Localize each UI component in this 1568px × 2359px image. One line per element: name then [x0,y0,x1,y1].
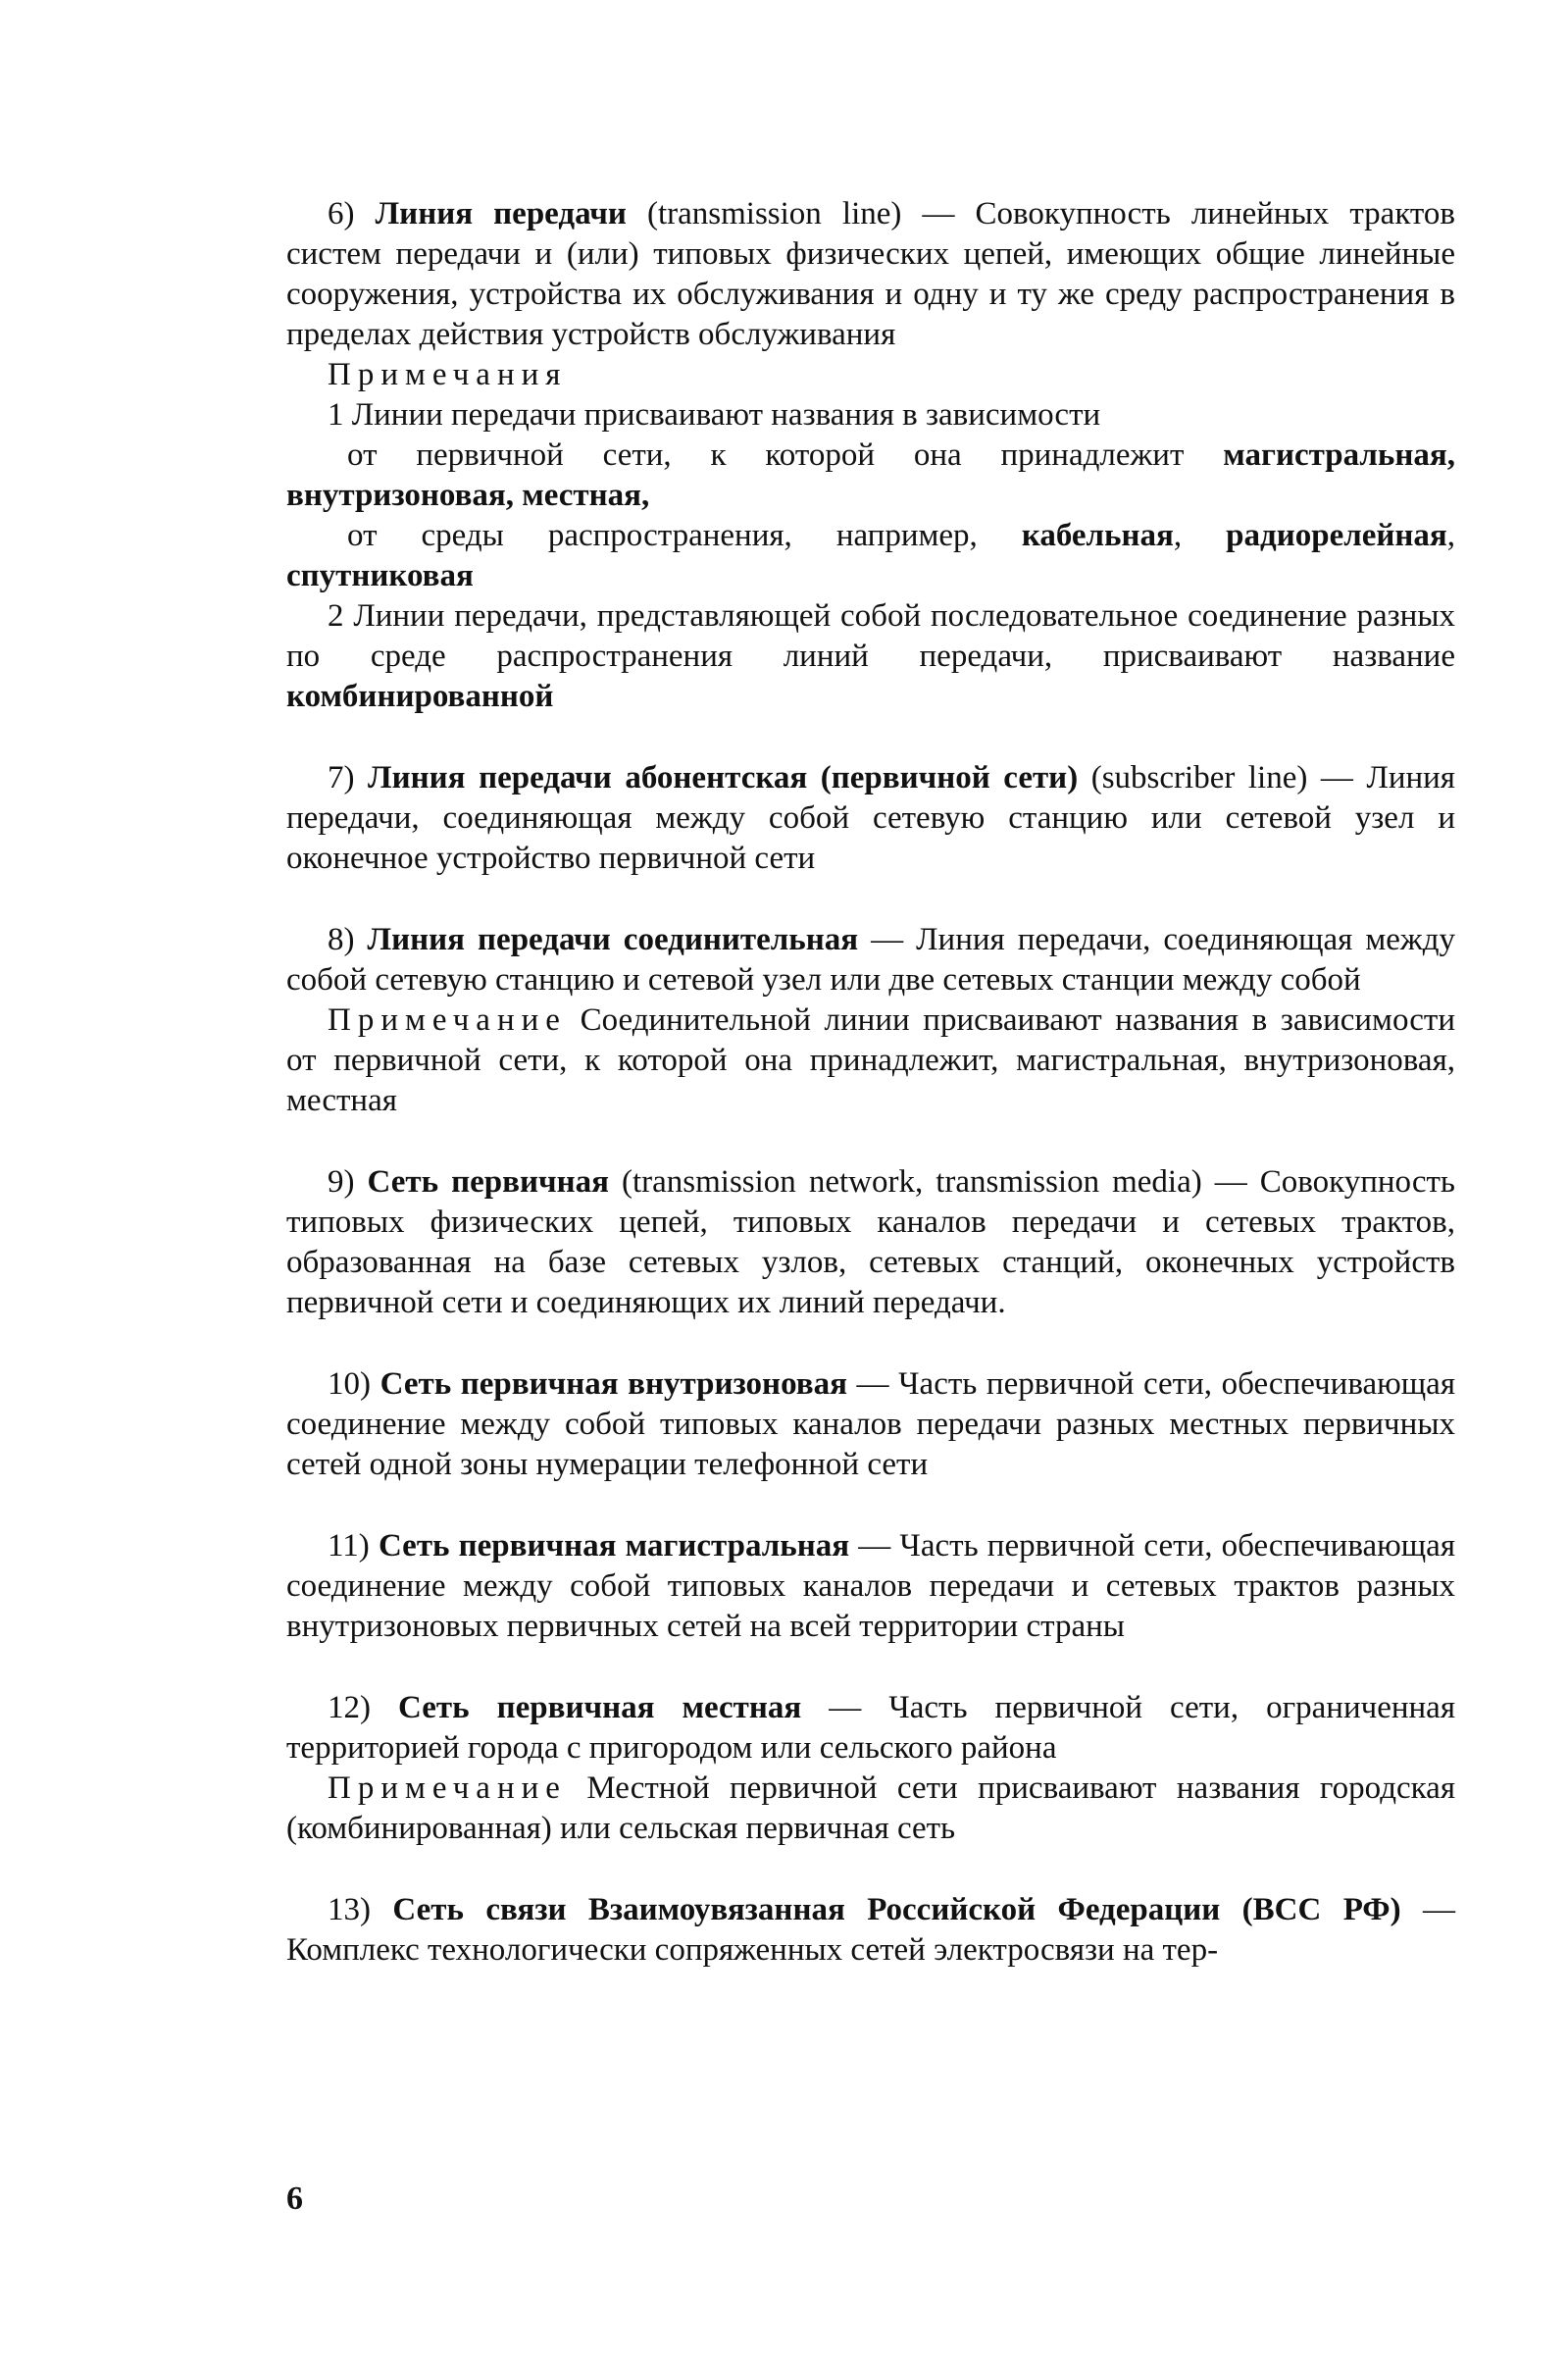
entry-number: 11) [328,1528,370,1564]
definition-entry-6 [286,194,1455,717]
page-number: 6 [286,2180,303,2217]
definition-entry-10 [286,1364,1455,1485]
note [286,1769,1455,1849]
entry-number: 6) [328,196,355,231]
definition-entry-12 [286,1688,1455,1849]
entry-term: Сеть первичная внутризоновая [379,1366,847,1402]
entry-body: (transmission network, transmission media) — Совокупность типовых физических цепей, типовых каналов передачи и сетевых трактов, образованная на базе сетевых узлов, сетевых станций, оконечных устройств первичной сети и соединяющих их линий передачи. [286,1164,1455,1320]
note-body: Соединительной линии присваивают названия в зависимости от первичной сети, к которой она принадлежит, магистральная, внутризоновая, местная [286,1002,1455,1118]
entry-term: Сеть первичная местная [398,1690,802,1725]
note-heading: Примечание [328,1770,567,1806]
entry-body: — Комплекс технологически сопряженных сетей электросвязи на тер- [286,1892,1456,1968]
entry-number: 7) [328,760,355,795]
entry-term: Сеть первичная магистральная [378,1528,850,1564]
note-1-item-a: от первичной сети, к которой она принадлежит магистральная, внутризоновая, местная, [286,437,1455,513]
notes-heading: Примечания [328,357,568,392]
definition-entry-7 [286,758,1455,879]
entry-body: — Линия передачи, соединяющая между собой сетевую станцию и сетевой узел или две сетевых станции между собой [286,922,1455,998]
entry-term: Сеть первичная [367,1164,609,1200]
entry-term: Линия передачи абонентская (первичной сети) [368,760,1079,795]
definition-entry-8 [286,920,1455,1121]
entry-body: — Часть первичной сети, обеспечивающая соединение между собой типовых каналов передачи и сетевых трактов разных внутризоновых первичных сетей на всей территории страны [286,1528,1456,1644]
note-body: Местной первичной сети присваивают названия городская (комбинированная) или сельская первичная сеть [286,1770,1455,1846]
note [286,1000,1455,1121]
entry-term: Линия передачи соединительная [367,922,859,957]
note-1: 1 Линии передачи присваивают названия в зависимости [328,397,1101,433]
entry-number: 10) [328,1366,371,1402]
definition-entry-11 [286,1526,1455,1647]
note-1-item-b: от среды распространения, например, кабельная, радиорелейная, спутниковая [286,518,1456,593]
entry-term: Сеть связи Взаимоувязанная Российской Федерации (ВСС РФ) [392,1892,1401,1927]
note-heading: Примечание [328,1002,567,1038]
entry-term: Линия передачи [375,196,627,231]
entry-number: 8) [328,922,355,957]
entry-body: — Часть первичной сети, обеспечивающая соединение между собой типовых каналов передачи разных местных первичных сетей одной зоны нумерации телефонной сети [286,1366,1456,1482]
definition-entry-9 [286,1162,1455,1323]
entry-body: — Часть первичной сети, ограниченная территорией города с пригородом или сельского района [286,1690,1455,1766]
entry-number: 12) [328,1690,371,1725]
note-2: 2 Линии передачи, представляющей собой последовательное соединение разных по среде распространения линий передачи, присваивают название комбинированной [286,598,1455,714]
entry-number: 9) [328,1164,355,1200]
definition-entry-13 [286,1890,1455,1971]
entry-number: 13) [328,1892,371,1927]
entry-body: (transmission line) — Совокупность линейных трактов систем передачи и (или) типовых физических цепей, имеющих общие линейные сооружения, устройства их обслуживания и одну и ту же среду распространения в пределах действия устройств обслуживания [286,196,1455,352]
document-body [286,194,1455,2012]
entry-body: (subscriber line) — Линия передачи, соединяющая между собой сетевую станцию или сетевой узел и оконечное устройство первичной сети [286,760,1455,876]
